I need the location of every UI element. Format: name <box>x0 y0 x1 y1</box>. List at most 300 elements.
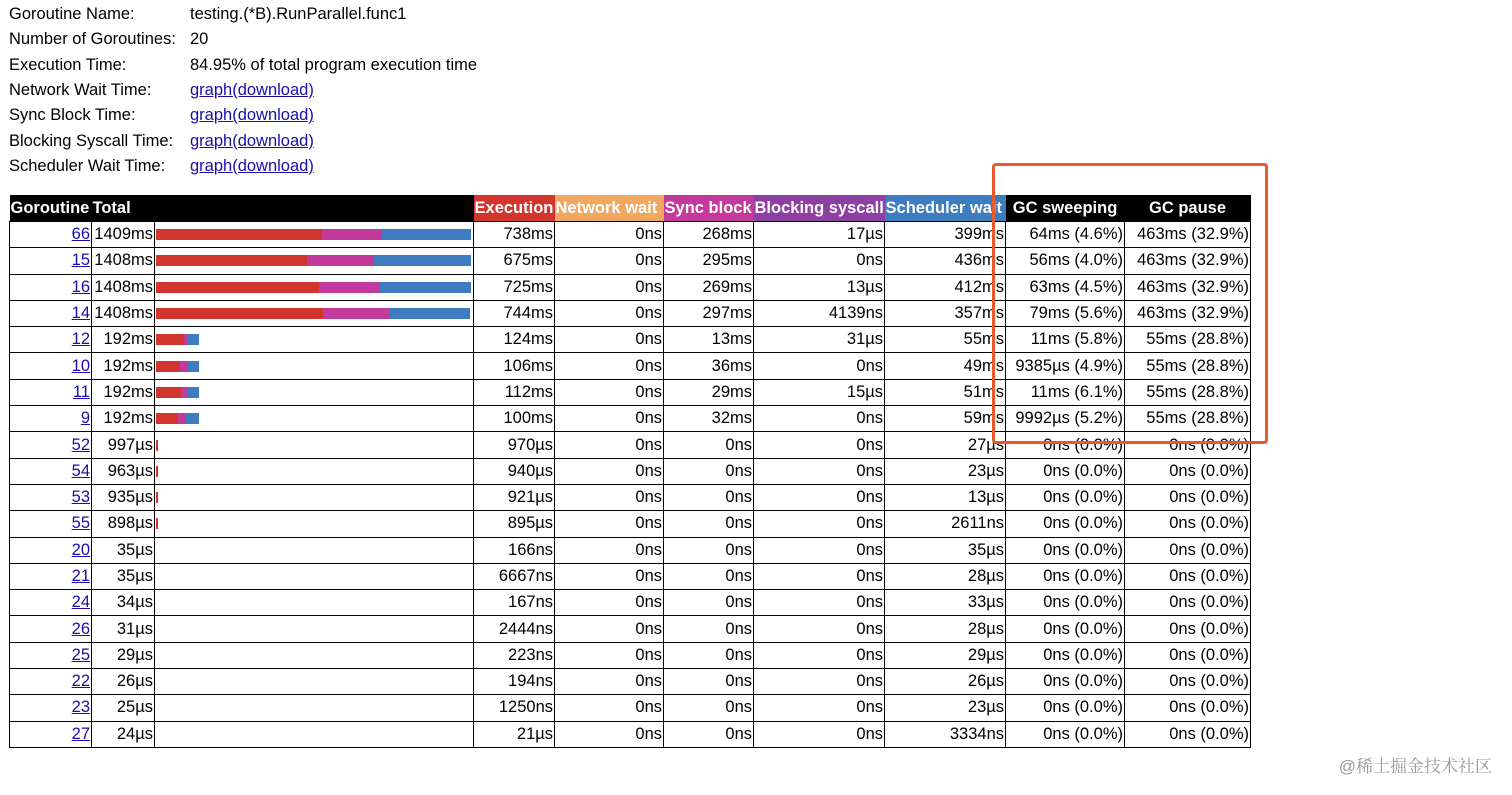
goroutine-id-link[interactable]: 16 <box>71 277 90 296</box>
bar-segment-scheduler-wait <box>379 282 471 293</box>
table-row <box>10 669 1251 695</box>
network-wait-cell: 0ns <box>555 406 664 432</box>
time-bar-cell <box>155 222 474 248</box>
goroutine-id-cell <box>10 327 92 353</box>
scheduler-wait-cell: 28µs <box>885 563 1006 589</box>
network-wait-cell: 0ns <box>555 590 664 616</box>
sync-block-cell: 0ns <box>664 511 754 537</box>
network-graph-link[interactable]: graph <box>190 81 233 100</box>
goroutine-id-link[interactable]: 22 <box>71 672 90 691</box>
goroutine-id-link[interactable]: 55 <box>71 514 90 533</box>
table-row <box>10 432 1251 458</box>
goroutine-id-cell <box>10 721 92 747</box>
execution-cell: 738ms <box>474 222 555 248</box>
gc-sweeping-cell: 9992µs (5.2%) <box>1006 406 1125 432</box>
execution-cell: 6667ns <box>474 563 555 589</box>
gc-sweeping-cell: 11ms (5.8%) <box>1006 327 1125 353</box>
bar-segment-sync-block <box>178 413 185 424</box>
goroutine-id-cell <box>10 669 92 695</box>
total-cell: 963µs <box>92 458 155 484</box>
table-row <box>10 616 1251 642</box>
table-row <box>10 327 1251 353</box>
goroutine-id-link[interactable]: 20 <box>71 540 90 559</box>
blocking-syscall-cell: 0ns <box>754 721 885 747</box>
total-cell: 1409ms <box>92 222 155 248</box>
goroutine-id-cell <box>10 616 92 642</box>
gc-sweeping-cell: 64ms (4.6%) <box>1006 222 1125 248</box>
header-execution[interactable]: Execution <box>474 195 555 222</box>
bar-segment-execution <box>156 387 181 398</box>
watermark: @稀土掘金技术社区 <box>1338 757 1492 776</box>
sync-block-cell: 297ms <box>664 300 754 326</box>
gc-sweeping-cell: 0ns (0.0%) <box>1006 458 1125 484</box>
time-bar-cell <box>155 274 474 300</box>
scheduler-wait-cell: 59ms <box>885 406 1006 432</box>
goroutine-id-link[interactable]: 66 <box>71 225 90 244</box>
total-cell: 34µs <box>92 590 155 616</box>
total-cell: 26µs <box>92 669 155 695</box>
total-cell: 25µs <box>92 695 155 721</box>
execution-cell: 223ns <box>474 642 555 668</box>
goroutine-id-cell <box>10 695 92 721</box>
time-bar-cell <box>155 406 474 432</box>
table-body <box>10 222 1251 748</box>
total-cell: 1408ms <box>92 274 155 300</box>
execution-cell: 21µs <box>474 721 555 747</box>
total-cell: 192ms <box>92 379 155 405</box>
time-bar-cell <box>155 537 474 563</box>
scheduler-wait-cell: 28µs <box>885 616 1006 642</box>
execution-cell: 124ms <box>474 327 555 353</box>
blocking-syscall-cell: 0ns <box>754 458 885 484</box>
sync-block-cell: 0ns <box>664 458 754 484</box>
gc-sweeping-cell: 0ns (0.0%) <box>1006 511 1125 537</box>
goroutine-id-cell <box>10 537 92 563</box>
time-bar <box>156 597 472 608</box>
goroutine-info <box>9 2 477 179</box>
table-row <box>10 274 1251 300</box>
gc-sweeping-cell: 0ns (0.0%) <box>1006 484 1125 510</box>
total-cell: 997µs <box>92 432 155 458</box>
time-bar <box>156 676 472 687</box>
total-cell: 898µs <box>92 511 155 537</box>
time-bar-cell <box>155 353 474 379</box>
total-cell: 31µs <box>92 616 155 642</box>
gc-pause-cell: 0ns (0.0%) <box>1125 721 1251 747</box>
network-wait-cell: 0ns <box>555 274 664 300</box>
goroutine-id-link[interactable]: 15 <box>71 251 90 270</box>
sync-block-cell: 36ms <box>664 353 754 379</box>
scheduler-wait-cell: 23µs <box>885 695 1006 721</box>
network-wait-cell: 0ns <box>555 721 664 747</box>
info-row-exec <box>9 53 477 78</box>
goroutine-id-cell <box>10 406 92 432</box>
goroutine-id-link[interactable]: 25 <box>71 645 90 664</box>
sync-block-cell: 0ns <box>664 537 754 563</box>
table-row <box>10 353 1251 379</box>
blocking-syscall-cell: 0ns <box>754 248 885 274</box>
sched-graph-link[interactable]: graph <box>190 156 233 175</box>
bar-segment-execution <box>156 518 158 529</box>
table-row <box>10 458 1251 484</box>
info-label: Execution Time: <box>9 55 127 74</box>
blocking-syscall-cell: 0ns <box>754 563 885 589</box>
sync-block-cell: 0ns <box>664 642 754 668</box>
scheduler-wait-cell: 412ms <box>885 274 1006 300</box>
goroutine-id-link[interactable]: 12 <box>71 330 90 349</box>
execution-cell: 112ms <box>474 379 555 405</box>
network-wait-cell: 0ns <box>555 669 664 695</box>
sync-block-cell: 13ms <box>664 327 754 353</box>
gc-sweeping-cell: 11ms (6.1%) <box>1006 379 1125 405</box>
bar-segment-scheduler-wait <box>188 387 199 398</box>
info-label: Number of Goroutines: <box>9 30 176 49</box>
info-label: Sync Block Time: <box>9 106 136 125</box>
time-bar <box>156 308 472 319</box>
goroutine-id-cell <box>10 300 92 326</box>
goroutine-id-link[interactable]: 21 <box>71 567 90 585</box>
header-goroutine[interactable]: Goroutine <box>10 195 92 222</box>
info-row-count <box>9 27 477 52</box>
blocking-syscall-cell: 0ns <box>754 432 885 458</box>
bar-segment-scheduler-wait <box>187 334 199 345</box>
bar-segment-execution <box>156 255 307 266</box>
bar-segment-execution <box>156 334 184 345</box>
blocking-syscall-cell: 0ns <box>754 353 885 379</box>
gc-sweeping-cell: 0ns (0.0%) <box>1006 616 1125 642</box>
bar-segment-execution <box>156 282 319 293</box>
header-gc-sweeping[interactable]: GC sweeping <box>1006 195 1125 222</box>
bar-segment-sync-block <box>307 255 373 266</box>
total-cell: 35µs <box>92 537 155 563</box>
network-wait-cell: 0ns <box>555 432 664 458</box>
bar-segment-execution <box>156 492 158 503</box>
goroutine-id-link[interactable]: 11 <box>72 382 90 401</box>
network-download-link[interactable]: (download) <box>232 81 314 100</box>
bar-segment-sync-block <box>322 229 382 240</box>
total-cell: 192ms <box>92 353 155 379</box>
bar-segment-execution <box>156 361 180 372</box>
time-bar <box>156 650 472 661</box>
total-cell: 192ms <box>92 327 155 353</box>
table-row <box>10 406 1251 432</box>
bar-segment-scheduler-wait <box>186 413 199 424</box>
time-bar <box>156 624 472 635</box>
bar-segment-execution <box>156 308 323 319</box>
blocking-syscall-cell: 4139ns <box>754 300 885 326</box>
time-bar <box>156 334 472 345</box>
info-label: Blocking Syscall Time: <box>9 131 174 150</box>
scheduler-wait-cell: 55ms <box>885 327 1006 353</box>
time-bar-cell <box>155 616 474 642</box>
table-row <box>10 379 1251 405</box>
info-row-sched <box>9 154 477 179</box>
execution-cell: 921µs <box>474 484 555 510</box>
gc-pause-cell: 0ns (0.0%) <box>1125 458 1251 484</box>
time-bar-cell <box>155 248 474 274</box>
table-row <box>10 537 1251 563</box>
time-bar <box>156 492 472 503</box>
goroutine-id-link[interactable]: 14 <box>71 304 90 323</box>
scheduler-wait-cell: 13µs <box>885 484 1006 510</box>
time-bar-cell <box>155 642 474 668</box>
goroutine-id-link[interactable]: 26 <box>71 619 90 638</box>
sync-graph-link[interactable]: graph <box>190 106 233 125</box>
header-network-wait[interactable]: Network wait <box>555 195 664 222</box>
syscall-download-link[interactable]: (download) <box>232 131 314 150</box>
bar-segment-scheduler-wait <box>374 255 472 266</box>
time-bar-cell <box>155 590 474 616</box>
sync-block-cell: 295ms <box>664 248 754 274</box>
network-wait-cell: 0ns <box>555 327 664 353</box>
total-cell: 1408ms <box>92 248 155 274</box>
header-blocking-syscall[interactable]: Blocking syscall <box>754 195 885 222</box>
scheduler-wait-cell: 3334ns <box>885 721 1006 747</box>
goroutine-id-cell <box>10 484 92 510</box>
table-row <box>10 222 1251 248</box>
time-bar-cell <box>155 695 474 721</box>
syscall-graph-link[interactable]: graph <box>190 131 233 150</box>
total-cell: 1408ms <box>92 300 155 326</box>
network-wait-cell: 0ns <box>555 484 664 510</box>
table-row <box>10 511 1251 537</box>
goroutine-id-link[interactable]: 23 <box>71 698 90 717</box>
time-bar-cell <box>155 563 474 589</box>
sched-download-link[interactable]: (download) <box>232 156 314 175</box>
time-bar-cell <box>155 484 474 510</box>
bar-segment-sync-block <box>180 361 188 372</box>
goroutine-id-cell <box>10 432 92 458</box>
bar-segment-scheduler-wait <box>188 361 199 372</box>
time-bar <box>156 518 472 529</box>
goroutine-id-link[interactable]: 54 <box>71 461 90 480</box>
goroutine-id-link[interactable]: 53 <box>71 488 90 507</box>
blocking-syscall-cell: 0ns <box>754 695 885 721</box>
scheduler-wait-cell: 357ms <box>885 300 1006 326</box>
execution-cell: 100ms <box>474 406 555 432</box>
network-wait-cell: 0ns <box>555 222 664 248</box>
gc-sweeping-cell: 0ns (0.0%) <box>1006 432 1125 458</box>
blocking-syscall-cell: 31µs <box>754 327 885 353</box>
sync-block-cell: 0ns <box>664 721 754 747</box>
gc-pause-cell: 0ns (0.0%) <box>1125 590 1251 616</box>
info-label: Network Wait Time: <box>9 81 152 100</box>
gc-sweeping-cell: 0ns (0.0%) <box>1006 721 1125 747</box>
sync-block-cell: 32ms <box>664 406 754 432</box>
execution-cell: 940µs <box>474 458 555 484</box>
gc-pause-cell: 0ns (0.0%) <box>1125 616 1251 642</box>
goroutine-id-cell <box>10 274 92 300</box>
goroutine-name-value: testing.(*B).RunParallel.func1 <box>190 5 407 24</box>
bar-segment-execution <box>156 413 178 424</box>
gc-pause-cell: 55ms (28.8%) <box>1125 406 1251 432</box>
execution-cell: 194ns <box>474 669 555 695</box>
table-row <box>10 300 1251 326</box>
time-bar-cell <box>155 300 474 326</box>
goroutine-table <box>9 195 1251 748</box>
sync-download-link[interactable]: (download) <box>232 106 314 125</box>
scheduler-wait-cell: 29µs <box>885 642 1006 668</box>
header-gc-pause[interactable]: GC pause <box>1125 195 1251 222</box>
gc-pause-cell: 55ms (28.8%) <box>1125 379 1251 405</box>
network-wait-cell: 0ns <box>555 248 664 274</box>
header-total[interactable]: Total <box>92 195 474 222</box>
table-row <box>10 484 1251 510</box>
bar-segment-execution <box>156 466 158 477</box>
time-bar <box>156 545 472 556</box>
header-scheduler-wait[interactable]: Scheduler wait <box>885 195 1006 222</box>
sync-block-cell: 0ns <box>664 432 754 458</box>
bar-segment-execution <box>156 229 322 240</box>
gc-sweeping-cell: 0ns (0.0%) <box>1006 537 1125 563</box>
network-wait-cell: 0ns <box>555 537 664 563</box>
execution-cell: 167ns <box>474 590 555 616</box>
execution-cell: 2444ns <box>474 616 555 642</box>
time-bar-cell <box>155 379 474 405</box>
execution-cell: 744ms <box>474 300 555 326</box>
goroutine-id-cell <box>10 379 92 405</box>
gc-pause-cell: 463ms (32.9%) <box>1125 300 1251 326</box>
bar-segment-scheduler-wait <box>382 229 471 240</box>
goroutine-count-value: 20 <box>190 30 209 49</box>
time-bar-cell <box>155 721 474 747</box>
total-cell: 192ms <box>92 406 155 432</box>
table-row <box>10 563 1251 589</box>
scheduler-wait-cell: 35µs <box>885 537 1006 563</box>
gc-sweeping-cell: 9385µs (4.9%) <box>1006 353 1125 379</box>
table-row <box>10 642 1251 668</box>
gc-sweeping-cell: 63ms (4.5%) <box>1006 274 1125 300</box>
time-bar <box>156 702 472 713</box>
sync-block-cell: 0ns <box>664 669 754 695</box>
execution-cell: 895µs <box>474 511 555 537</box>
network-wait-cell: 0ns <box>555 616 664 642</box>
goroutine-id-cell <box>10 222 92 248</box>
time-bar <box>156 440 472 451</box>
goroutine-id-link[interactable]: 9 <box>80 409 90 428</box>
time-bar-cell <box>155 669 474 695</box>
sync-block-cell: 269ms <box>664 274 754 300</box>
network-wait-cell: 0ns <box>555 379 664 405</box>
gc-sweeping-cell: 0ns (0.0%) <box>1006 642 1125 668</box>
scheduler-wait-cell: 49ms <box>885 353 1006 379</box>
time-bar-cell <box>155 511 474 537</box>
execution-cell: 1250ns <box>474 695 555 721</box>
scheduler-wait-cell: 51ms <box>885 379 1006 405</box>
sync-block-cell: 0ns <box>664 590 754 616</box>
table-row <box>10 721 1251 747</box>
gc-pause-cell: 55ms (28.8%) <box>1125 353 1251 379</box>
network-wait-cell: 0ns <box>555 563 664 589</box>
exec-time-value: 84.95% of total program execution time <box>190 55 478 74</box>
sync-block-cell: 268ms <box>664 222 754 248</box>
blocking-syscall-cell: 0ns <box>754 642 885 668</box>
bar-segment-sync-block <box>319 282 379 293</box>
goroutine-id-link[interactable]: 24 <box>71 593 90 612</box>
time-bar-cell <box>155 458 474 484</box>
execution-cell: 166ns <box>474 537 555 563</box>
goroutine-id-link[interactable]: 52 <box>71 435 90 454</box>
goroutine-id-link[interactable]: 10 <box>71 356 90 375</box>
time-bar <box>156 571 472 582</box>
info-row-syscall <box>9 128 477 153</box>
scheduler-wait-cell: 26µs <box>885 669 1006 695</box>
scheduler-wait-cell: 399ms <box>885 222 1006 248</box>
gc-pause-cell: 0ns (0.0%) <box>1125 695 1251 721</box>
gc-pause-cell: 0ns (0.0%) <box>1125 484 1251 510</box>
time-bar <box>156 466 472 477</box>
goroutine-id-cell <box>10 563 92 589</box>
gc-sweeping-cell: 56ms (4.0%) <box>1006 248 1125 274</box>
info-row-name <box>9 2 477 27</box>
table-row <box>10 248 1251 274</box>
info-row-network <box>9 78 477 103</box>
gc-pause-cell: 0ns (0.0%) <box>1125 563 1251 589</box>
goroutine-id-cell <box>10 248 92 274</box>
blocking-syscall-cell: 13µs <box>754 274 885 300</box>
time-bar-cell <box>155 432 474 458</box>
blocking-syscall-cell: 17µs <box>754 222 885 248</box>
network-wait-cell: 0ns <box>555 353 664 379</box>
goroutine-id-link[interactable]: 27 <box>71 724 90 743</box>
gc-pause-cell: 55ms (28.8%) <box>1125 327 1251 353</box>
gc-pause-cell: 0ns (0.0%) <box>1125 511 1251 537</box>
gc-pause-cell: 463ms (32.9%) <box>1125 274 1251 300</box>
gc-pause-cell: 0ns (0.0%) <box>1125 432 1251 458</box>
blocking-syscall-cell: 0ns <box>754 669 885 695</box>
blocking-syscall-cell: 15µs <box>754 379 885 405</box>
network-wait-cell: 0ns <box>555 458 664 484</box>
execution-cell: 675ms <box>474 248 555 274</box>
network-wait-cell: 0ns <box>555 300 664 326</box>
total-cell: 35µs <box>92 563 155 589</box>
sync-block-cell: 0ns <box>664 695 754 721</box>
time-bar <box>156 361 472 372</box>
gc-sweeping-cell: 0ns (0.0%) <box>1006 695 1125 721</box>
bar-segment-execution <box>156 440 158 451</box>
network-wait-cell: 0ns <box>555 642 664 668</box>
scheduler-wait-cell: 33µs <box>885 590 1006 616</box>
table-row <box>10 695 1251 721</box>
goroutine-id-cell <box>10 353 92 379</box>
sync-block-cell: 0ns <box>664 484 754 510</box>
execution-cell: 106ms <box>474 353 555 379</box>
goroutine-id-cell <box>10 590 92 616</box>
goroutine-id-cell <box>10 458 92 484</box>
scheduler-wait-cell: 436ms <box>885 248 1006 274</box>
gc-pause-cell: 0ns (0.0%) <box>1125 642 1251 668</box>
gc-pause-cell: 463ms (32.9%) <box>1125 222 1251 248</box>
blocking-syscall-cell: 0ns <box>754 484 885 510</box>
sync-block-cell: 0ns <box>664 616 754 642</box>
time-bar <box>156 729 472 740</box>
bar-segment-sync-block <box>323 308 390 319</box>
blocking-syscall-cell: 0ns <box>754 590 885 616</box>
network-wait-cell: 0ns <box>555 695 664 721</box>
total-cell: 24µs <box>92 721 155 747</box>
blocking-syscall-cell: 0ns <box>754 406 885 432</box>
blocking-syscall-cell: 0ns <box>754 616 885 642</box>
execution-cell: 970µs <box>474 432 555 458</box>
gc-sweeping-cell: 0ns (0.0%) <box>1006 669 1125 695</box>
time-bar <box>156 282 472 293</box>
gc-sweeping-cell: 0ns (0.0%) <box>1006 563 1125 589</box>
scheduler-wait-cell: 23µs <box>885 458 1006 484</box>
blocking-syscall-cell: 0ns <box>754 511 885 537</box>
gc-pause-cell: 0ns (0.0%) <box>1125 537 1251 563</box>
scheduler-wait-cell: 2611ns <box>885 511 1006 537</box>
header-sync-block[interactable]: Sync block <box>664 195 754 222</box>
